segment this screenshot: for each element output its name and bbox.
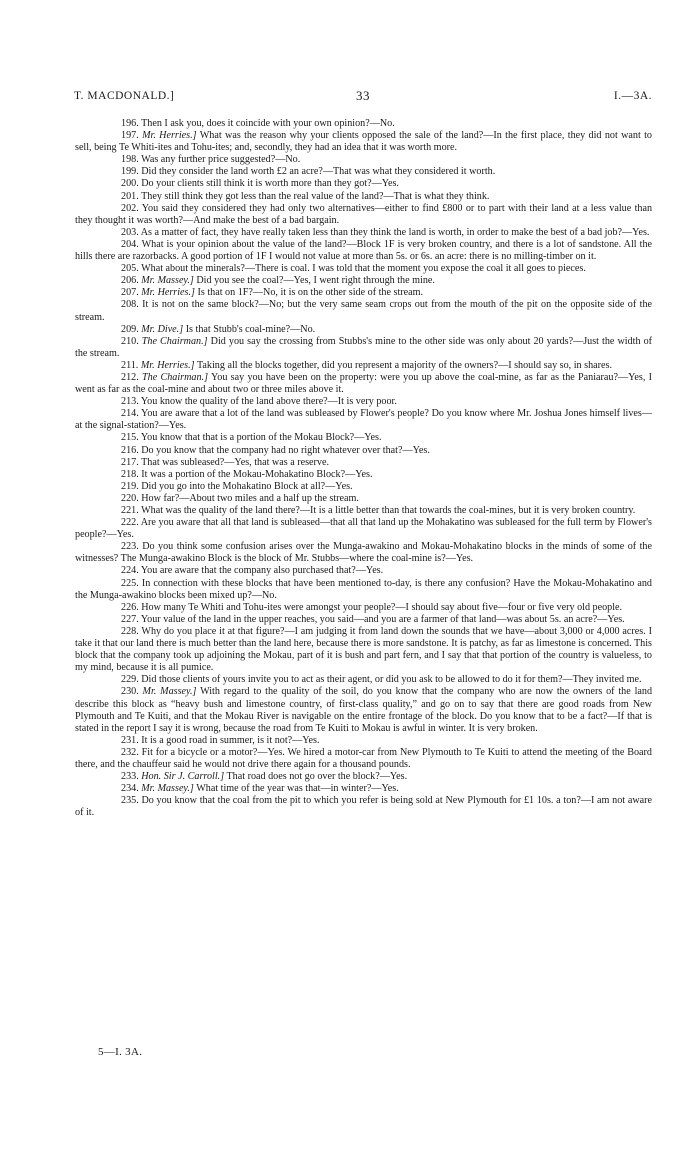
question-text: It is not on the same block?—No; but the very same seam crops out from the mouth of the pit on the opposite side of the stream. xyxy=(75,299,653,323)
question-number: 208. xyxy=(121,299,139,311)
question-number: 234. xyxy=(121,783,139,795)
question-paragraph xyxy=(75,191,652,203)
question-number: 214. xyxy=(121,408,139,420)
question-number: 219. xyxy=(121,480,139,492)
question-text: What is your opinion about the value of the land?—Block 1F is very broken country, and there is a lot of sandstone. All the hills there are razorbacks. A good portion of 1F I would not value at more than 5s. or 6s. an acre: there is no milling-timber on it. xyxy=(75,238,653,263)
question-text: You know the quality of the land above there?—It is very poor. xyxy=(140,396,397,408)
question-paragraph xyxy=(75,178,652,190)
question-paragraph xyxy=(75,481,652,493)
question-text: Did those clients of yours invite you to act as their agent, or did you ask to be allowed to do it for them?—They invited me. xyxy=(141,674,642,686)
speaker-label: Mr. Herries.] xyxy=(141,287,195,299)
question-text: Do you know that the coal from the pit to which you refer is being sold at New Plymouth for £1 10s. a ton?—I am not aware of it. xyxy=(75,795,653,819)
question-text: Do you think some confusion arises over the Munga-awakino and Mokau-Mohakatino blocks in the minds of some of the witnesses? The Munga-awakino Block is the block of Mr. Stubbs—where the coal-mine is?—Yes. xyxy=(75,541,652,565)
question-number: 198. xyxy=(121,154,139,166)
question-paragraph xyxy=(75,372,652,396)
question-paragraph xyxy=(75,166,652,178)
question-text: Then I ask you, does it coincide with your own opinion?—No. xyxy=(141,118,395,129)
question-number: 224. xyxy=(121,565,139,577)
speaker-label: The Chairman.] xyxy=(142,371,209,383)
question-text: Are you aware that all that land is subleased—that all that land up the Mohakatino was subleased for the full term by Flower's people?—Yes. xyxy=(75,517,652,541)
question-number: 207. xyxy=(121,287,139,299)
question-text: Did you see the coal?—Yes, I went right through the mine. xyxy=(196,275,435,287)
question-number: 201. xyxy=(121,190,139,202)
question-text: Is that on 1F?—No, it is on the other side of the stream. xyxy=(197,287,424,299)
question-paragraph xyxy=(75,493,652,505)
question-text: Was any further price suggested?—No. xyxy=(141,154,301,166)
question-number: 204. xyxy=(121,238,139,250)
question-paragraph xyxy=(75,130,652,154)
speaker-label: Mr. Herries.] xyxy=(140,359,195,371)
speaker-label: The Chairman.] xyxy=(141,335,208,347)
question-number: 227. xyxy=(121,613,139,625)
question-text: How far?—About two miles and a half up the stream. xyxy=(141,492,359,504)
speaker-label: Mr. Herries.] xyxy=(142,130,197,142)
question-text: That road does not go over the block?—Yes. xyxy=(226,771,408,783)
signature-mark: 5—I. 3A. xyxy=(98,1046,143,1058)
question-text: What was the reason why your clients opposed the sale of the land?—In the first place, they did not want to sell, being Te Whiti-ites and Tohu-ites; and, secondly, they had an idea that it was worth more. xyxy=(75,130,652,154)
question-text: In connection with these blocks that have been mentioned to-day, is there any confusion? Have the Mokau-Mohakatino and the Munga-awakino blocks been mixed up?—No. xyxy=(75,577,652,601)
question-paragraph xyxy=(75,118,652,130)
question-text: How many Te Whiti and Tohu-ites were amongst your people?—I should say about five—four or five very old people. xyxy=(141,601,623,613)
paper-reference: I.—3A. xyxy=(613,90,652,102)
question-paragraph xyxy=(75,735,652,747)
question-number: 206. xyxy=(121,275,139,287)
question-text: That was subleased?—Yes, that was a reserve. xyxy=(141,456,329,468)
question-paragraph xyxy=(75,795,652,819)
question-number: 222. xyxy=(121,517,139,529)
question-paragraph xyxy=(75,263,652,275)
page-number: 33 xyxy=(356,88,370,103)
question-text: You are aware that the company also purchased that?—Yes. xyxy=(140,565,384,577)
question-text: What about the minerals?—There is coal. I was told that the moment you expose the coal it all goes to pieces. xyxy=(141,263,586,275)
question-paragraph xyxy=(75,457,652,469)
speaker-label: Mr. Massey.] xyxy=(141,783,194,795)
question-paragraph xyxy=(75,360,652,372)
question-number: 200. xyxy=(121,178,139,190)
question-number: 205. xyxy=(121,263,139,275)
speaker-label: Mr. Massey.] xyxy=(142,686,197,698)
question-text: Do you know that the company had no right whatever over that?—Yes. xyxy=(141,444,430,456)
question-paragraph xyxy=(75,275,652,287)
question-text: Did they consider the land worth £2 an acre?—That was what they considered it worth. xyxy=(141,166,496,178)
question-paragraph xyxy=(75,614,652,626)
question-paragraph xyxy=(75,203,652,227)
question-number: 211. xyxy=(121,359,139,371)
question-number: 229. xyxy=(121,674,139,686)
question-paragraph xyxy=(75,432,652,444)
header-witness-name: T. MACDONALD.] xyxy=(74,90,175,102)
question-text: You are aware that a lot of the land was subleased by Flower's people? Do you know where Mr. Joshua Jones himself lives—at the signal-station?—Yes. xyxy=(75,408,652,432)
question-text: It is a good road in summer, is it not?—Yes. xyxy=(141,734,320,746)
question-paragraph xyxy=(75,299,652,323)
question-paragraph xyxy=(75,602,652,614)
question-paragraph xyxy=(75,578,652,602)
question-number: 226. xyxy=(121,601,139,613)
question-paragraph xyxy=(75,324,652,336)
question-paragraph xyxy=(75,469,652,481)
question-number: 217. xyxy=(121,456,139,468)
question-text: They still think they got less than the real value of the land?—That is what they think. xyxy=(141,190,490,202)
question-number: 203. xyxy=(121,226,139,238)
question-number: 197. xyxy=(121,130,139,142)
question-paragraph xyxy=(75,517,652,541)
question-number: 235. xyxy=(121,795,139,807)
question-number: 233. xyxy=(121,771,139,783)
question-paragraph xyxy=(75,674,652,686)
question-number: 230. xyxy=(121,686,139,698)
question-text: Did you go into the Mohakatino Block at all?—Yes. xyxy=(141,480,353,492)
question-paragraph xyxy=(75,626,652,674)
question-text: You say you have been on the property: were you up above the coal-mine, as far as the Paniarau?—Yes, I went as far as the coal-mine and about two or three miles above it. xyxy=(75,371,653,396)
question-paragraph xyxy=(75,227,652,239)
question-text: Is that Stubb's coal-mine?—No. xyxy=(185,323,316,335)
question-number: 216. xyxy=(121,444,139,456)
question-text: You know that that is a portion of the Mokau Block?—Yes. xyxy=(140,432,382,444)
page-header xyxy=(74,90,652,106)
question-paragraph xyxy=(75,771,652,783)
question-number: 228. xyxy=(121,625,139,637)
question-paragraph xyxy=(75,239,652,263)
question-paragraph xyxy=(75,747,652,771)
question-number: 213. xyxy=(121,396,139,408)
question-paragraph xyxy=(75,505,652,517)
question-text: What was the quality of the land there?—It is a little better than that towards the coal-mines, but it is very broken country. xyxy=(141,505,636,516)
question-number: 220. xyxy=(121,492,139,504)
question-text: What time of the year was that—in winter?—Yes. xyxy=(196,783,399,795)
question-number: 218. xyxy=(121,468,139,480)
question-text: Your value of the land in the upper reaches, you said—and you are a farmer of that land—was about 5s. an acre?—Yes. xyxy=(140,613,625,625)
question-number: 196. xyxy=(121,118,139,129)
evidence-body xyxy=(75,118,652,819)
question-paragraph xyxy=(75,686,652,734)
question-number: 210. xyxy=(121,335,139,347)
question-number: 232. xyxy=(121,746,139,758)
question-text: With regard to the quality of the soil, do you know that the company who are now the owners of the land describe this block as “heavy bush and limestone country, of first-class quality,” and go on to say that there are good roads from New Plymouth and Te Kuiti, and that the Mokau River is navigable on the entire frontage of the block. Do you know that to be a fact?—If that is stated in the report I say it is wrong, because the road from Te Kuiti to Mokau is awful in winter. It is very broken. xyxy=(75,686,652,734)
question-number: 231. xyxy=(121,734,139,746)
question-paragraph xyxy=(75,565,652,577)
question-text: Taking all the blocks together, did you represent a majority of the owners?—I should say so, in shares. xyxy=(196,359,612,371)
speaker-label: Mr. Dive.] xyxy=(141,323,184,335)
speaker-label: Hon. Sir J. Carroll.] xyxy=(141,771,225,783)
question-text: Do your clients still think it is worth more than they got?—Yes. xyxy=(141,178,399,190)
question-paragraph xyxy=(75,408,652,432)
question-paragraph xyxy=(75,154,652,166)
question-number: 212. xyxy=(121,371,139,383)
question-text: You said they considered they had only two alternatives—either to find £800 or to part with their land at a less value than they thought it was worth?—And make the best of a bad bargain. xyxy=(75,202,653,226)
question-text: It was a portion of the Mokau-Mohakatino Block?—Yes. xyxy=(141,468,373,480)
question-paragraph xyxy=(75,396,652,408)
question-text: As a matter of fact, they have really taken less than they think the land is worth, in order to make the best of a bad job?—Yes. xyxy=(140,226,650,238)
question-number: 225. xyxy=(121,577,139,589)
question-paragraph xyxy=(75,445,652,457)
question-number: 223. xyxy=(121,541,139,553)
question-number: 202. xyxy=(121,202,139,214)
question-text: Fit for a bicycle or a motor?—Yes. We hired a motor-car from New Plymouth to Te Kuiti to attend the meeting of the Board there, and the chauffeur said he would not drive there again for a thousand pounds. xyxy=(75,746,652,770)
question-text: Did you say the crossing from Stubbs's mine to the other side was only about 20 yards?—Just the width of the stream. xyxy=(75,335,653,359)
question-paragraph xyxy=(75,541,652,565)
question-number: 221. xyxy=(121,505,139,516)
question-paragraph xyxy=(75,783,652,795)
speaker-label: Mr. Massey.] xyxy=(141,275,194,287)
question-paragraph xyxy=(75,336,652,360)
question-number: 209. xyxy=(121,323,139,335)
question-number: 199. xyxy=(121,166,139,178)
question-paragraph xyxy=(75,287,652,299)
question-number: 215. xyxy=(121,432,139,444)
question-text: Why do you place it at that figure?—I am judging it from land down the sounds that we have—about 3,000 or 4,000 acres. I take it that our land there is much better than the land here, because there is more sandstone. It is patchy, as far as limestone is concerned. This block that the company took up adjoining the Mokau, part of it is bush and part fern, and I say that that portion of the country is valueless, to my mind, because it is all pumice. xyxy=(75,625,652,674)
